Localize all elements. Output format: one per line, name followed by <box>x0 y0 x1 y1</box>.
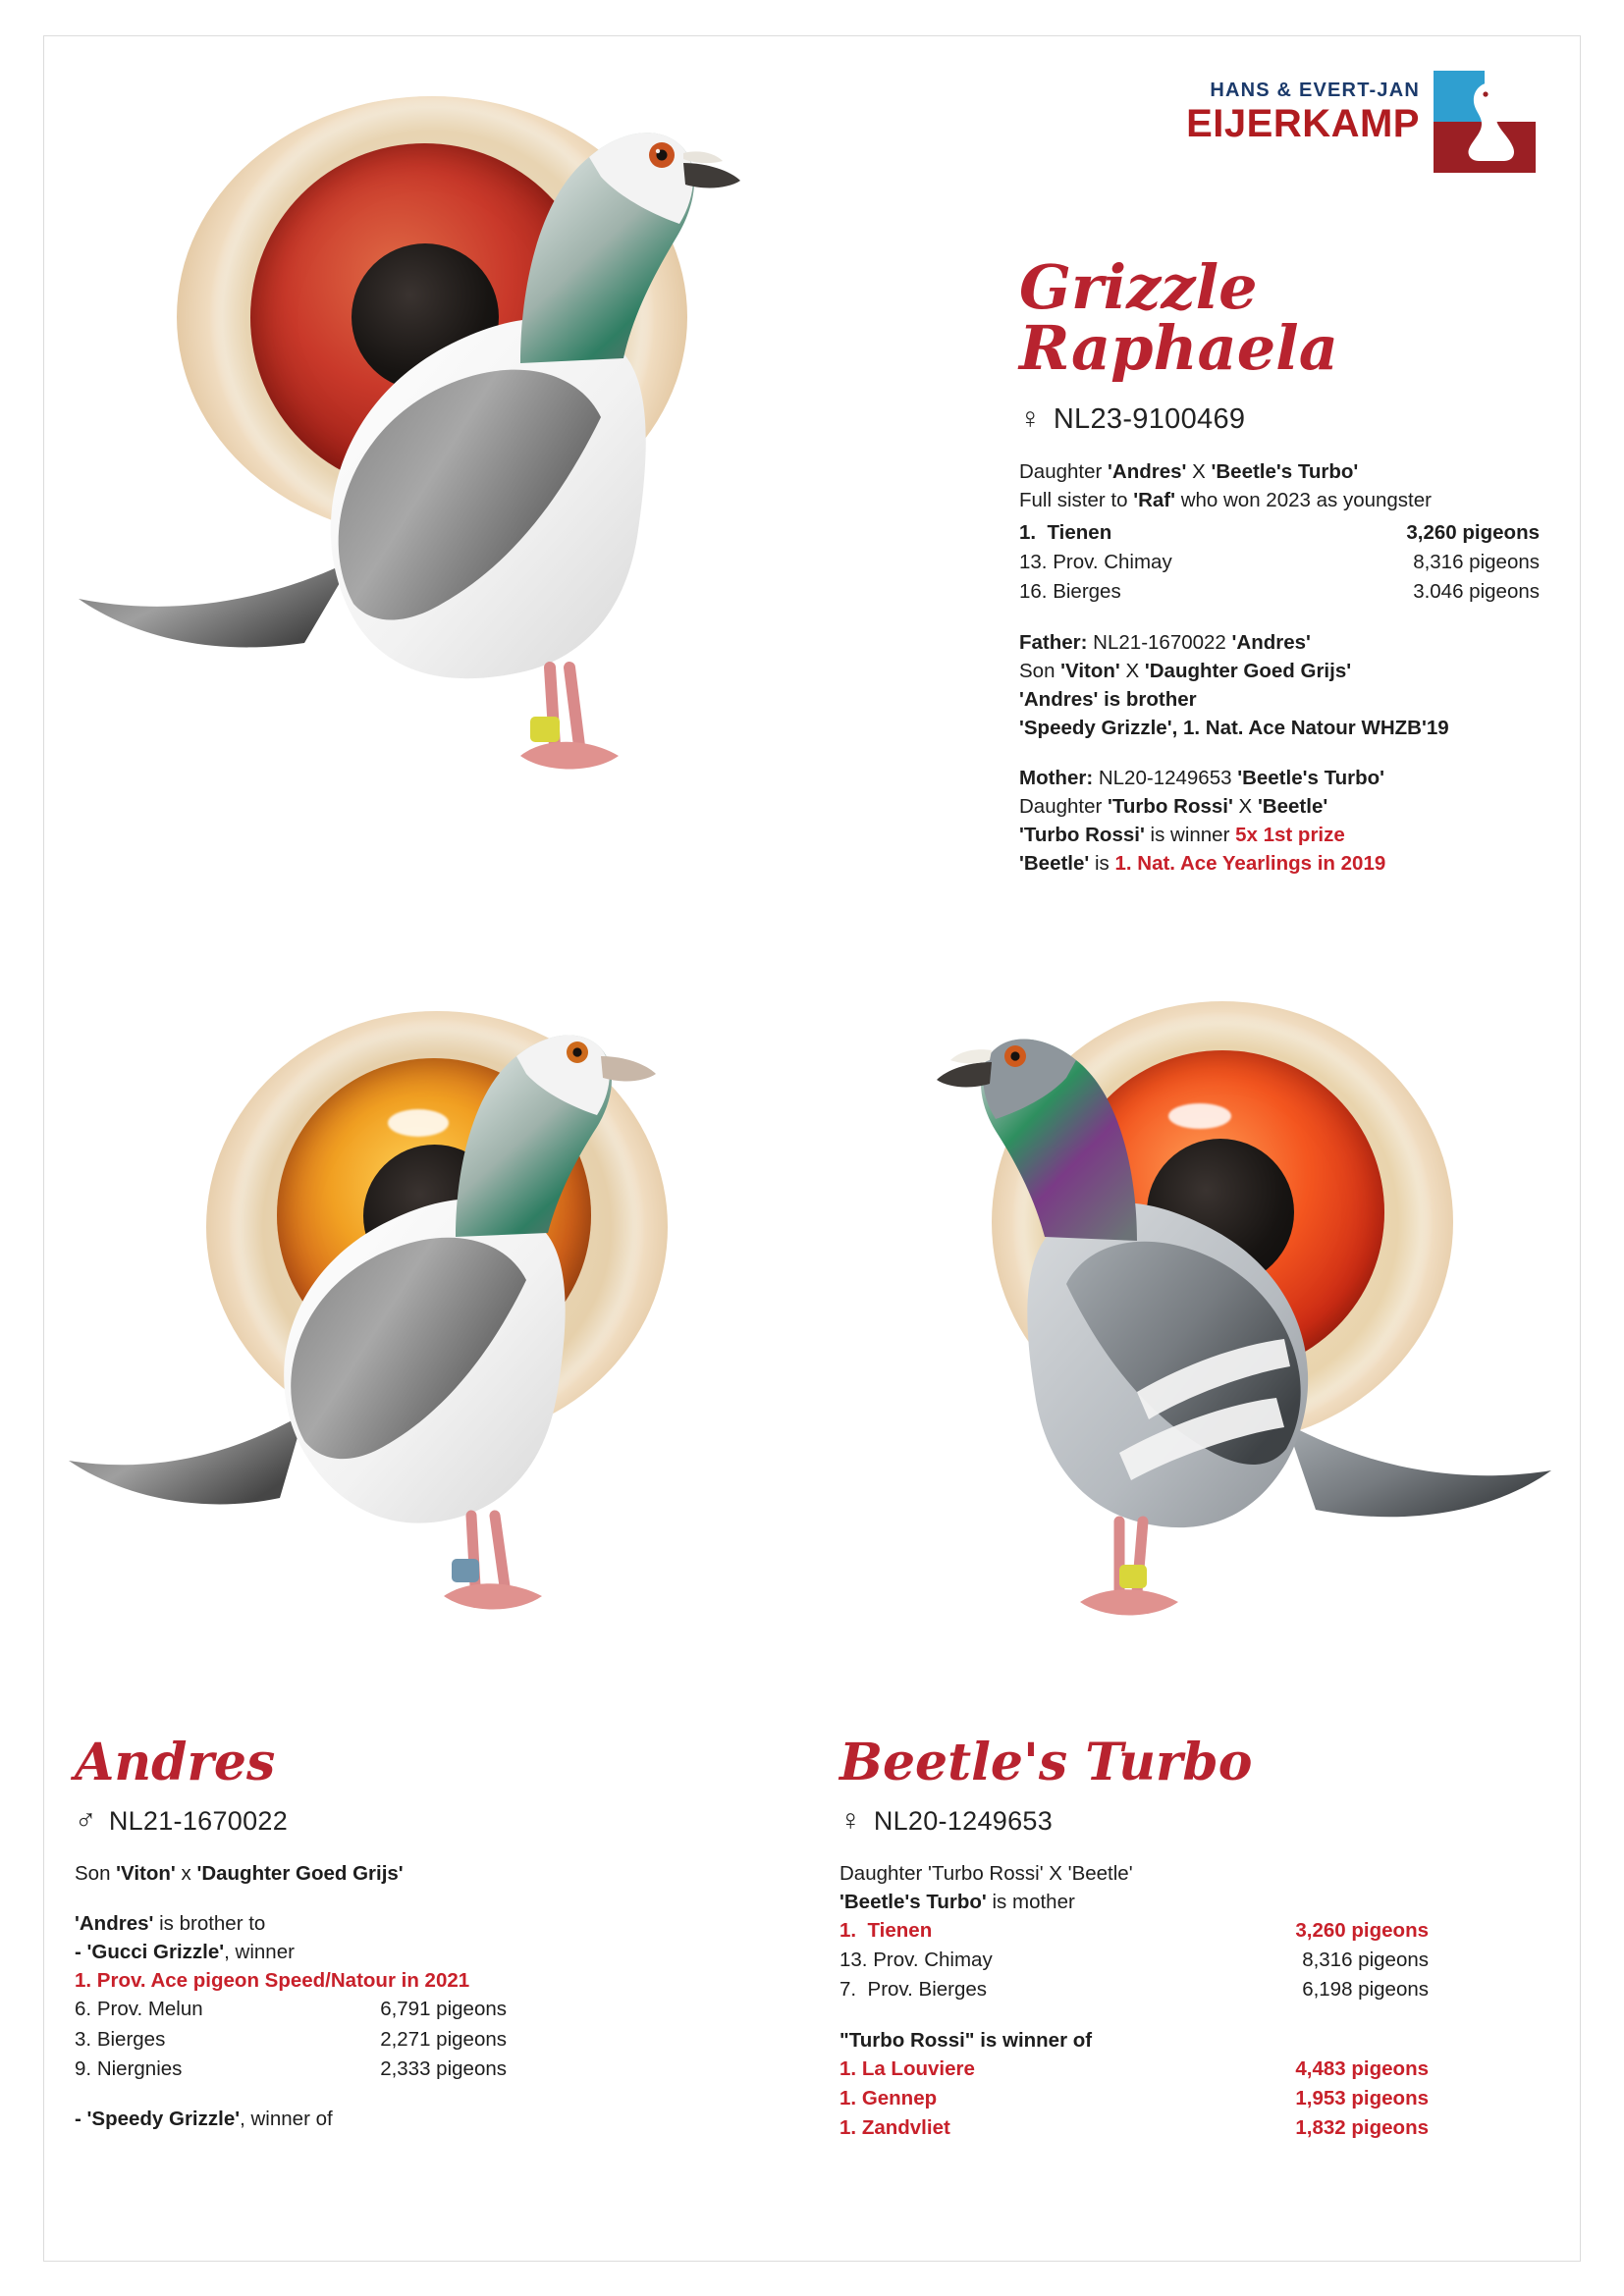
sister-name: 'Raf' <box>1133 489 1175 512</box>
result-race: Prov. Chimay <box>1053 551 1172 574</box>
result-place: 13. <box>1019 551 1048 574</box>
result-pigeons: 6,198 pigeons <box>1302 1978 1429 2002</box>
result-race: Bierges <box>1053 580 1121 604</box>
male-symbol: ♂ <box>75 1804 97 1837</box>
mother-panel-is-mother-line <box>839 1888 1468 1916</box>
father-panel <box>75 1733 624 2133</box>
father-panel-gucci-line <box>75 1938 624 1966</box>
result-pigeons: 2,271 pigeons <box>380 2027 507 2051</box>
table-row <box>839 1946 1429 1974</box>
result-place: 7. <box>839 1978 857 2002</box>
result-pigeons: 3.046 pigeons <box>1413 580 1540 604</box>
descent-mother-name: 'Beetle's Turbo' <box>1211 460 1359 483</box>
mother-line2 <box>1019 792 1520 821</box>
mother-dam-name: 'Beetle' <box>1257 795 1328 819</box>
result-place: 9. <box>75 2056 92 2080</box>
father-panel-brother-block <box>75 1909 624 1995</box>
result-race: Niergnies <box>96 2056 183 2080</box>
main-descent-line1 <box>1019 457 1520 486</box>
turbo-rossi-text: is winner <box>1144 824 1236 847</box>
table-row <box>839 2084 1429 2112</box>
result-place-race <box>839 1946 993 1974</box>
result-pigeons: 1,953 pigeons <box>1295 2086 1429 2109</box>
father-panel-brother-text: is brother to <box>153 1912 266 1936</box>
turbo-rossi-name: 'Turbo Rossi' <box>1019 824 1145 847</box>
result-pigeons: 8,316 pigeons <box>1413 551 1540 574</box>
speedy-grizzle-name: - 'Speedy Grizzle' <box>75 2107 241 2130</box>
father-panel-sire: 'Viton' <box>116 1862 176 1885</box>
table-row <box>839 2055 1429 2083</box>
mother-sire-name: 'Turbo Rossi' <box>1108 795 1233 819</box>
result-pigeons: 1,832 pigeons <box>1295 2115 1429 2139</box>
table-row <box>1019 518 1540 547</box>
father-panel-name-ref: 'Andres' <box>75 1912 154 1936</box>
father-panel-brother-line <box>75 1909 624 1938</box>
table-row <box>839 2113 1429 2142</box>
father-ring: NL21-1670022 <box>1087 630 1232 654</box>
result-place: 6. <box>75 1998 92 2021</box>
mother-descent-prefix: Daughter <box>1019 795 1109 819</box>
descent-father-name: 'Andres' <box>1108 460 1187 483</box>
beetle-text: is <box>1089 852 1115 876</box>
result-pigeons: 2,333 pigeons <box>380 2056 507 2080</box>
mother-line1 <box>1019 764 1520 792</box>
table-row <box>75 1995 507 2023</box>
result-race: Zandvliet <box>861 2115 950 2139</box>
result-place: 1. <box>839 2115 857 2139</box>
page-title <box>1019 251 1520 384</box>
mother-panel-descent-line: Daughter 'Turbo Rossi' X 'Beetle' <box>839 1862 1133 1885</box>
female-symbol: ♀ <box>1019 402 1042 435</box>
result-race: La Louviere <box>861 2056 975 2080</box>
father-panel-descent-x: x <box>175 1862 197 1885</box>
mother-line4 <box>1019 849 1520 878</box>
beetles-turbo-pigeon-photo <box>825 991 1571 1767</box>
result-place-race <box>1019 548 1172 576</box>
result-place: 16. <box>1019 580 1048 604</box>
father-descent-x: X <box>1119 659 1145 682</box>
main-descent <box>1019 457 1520 514</box>
father-name: 'Andres' <box>1231 630 1311 654</box>
mother-panel-results-list <box>839 1916 1429 2003</box>
father-label: Father: <box>1019 630 1088 654</box>
father-sire-name: 'Viton' <box>1060 659 1120 682</box>
result-place: 1. <box>839 1919 857 1943</box>
beetle-prize: 1. Nat. Ace Yearlings in 2019 <box>1114 852 1386 876</box>
result-pigeons: 4,483 pigeons <box>1295 2056 1429 2080</box>
result-race: Bierges <box>96 2027 166 2051</box>
sister-prefix: Full sister to <box>1019 489 1134 512</box>
mother-ring: NL20-1249653 <box>1093 766 1238 789</box>
table-row <box>75 2025 507 2054</box>
sister-suffix: who won 2023 as youngster <box>1175 489 1432 512</box>
father-info-block <box>1019 628 1520 742</box>
pigeon-silhouette-icon <box>1459 79 1520 165</box>
andres-pigeon-photo <box>59 991 766 1757</box>
result-place-race <box>839 2084 937 2112</box>
turbo-rossi-results-list <box>839 2055 1429 2142</box>
table-row <box>839 1916 1429 1945</box>
female-symbol: ♀ <box>839 1804 862 1837</box>
father-panel-results-list <box>75 1995 507 2082</box>
result-place-race <box>839 1975 987 2003</box>
speedy-grizzle-text: , winner of <box>240 2107 333 2130</box>
result-pigeons: 3,260 pigeons <box>1406 521 1540 545</box>
result-place-race <box>75 1995 203 2023</box>
father-panel-ring-number: NL21-1670022 <box>108 1805 289 1836</box>
father-dam-name: 'Daughter Goed Grijs' <box>1144 659 1352 682</box>
gucci-grizzle-name: - 'Gucci Grizzle' <box>75 1941 225 1964</box>
result-place-race <box>839 1916 932 1945</box>
table-row <box>839 1975 1429 2003</box>
mother-label: Mother: <box>1019 766 1094 789</box>
mother-panel-ring-line <box>839 1804 1468 1838</box>
mother-panel-is-mother-text: is mother <box>986 1891 1075 1914</box>
father-panel-title: Andres <box>75 1733 276 1792</box>
turbo-rossi-prize: 5x 1st prize <box>1235 824 1345 847</box>
result-place: 1. <box>839 2056 857 2080</box>
result-race: Prov. Chimay <box>873 1949 993 1972</box>
mother-panel-descent <box>839 1859 1468 1916</box>
mother-panel-name-ref: 'Beetle's Turbo' <box>839 1891 987 1914</box>
result-place-race <box>75 2025 165 2054</box>
main-ring-number: NL23-9100469 <box>1053 402 1246 435</box>
father-panel-ace-title: 1. Prov. Ace pigeon Speed/Natour in 2021 <box>75 1969 470 1993</box>
result-place: 1. <box>1019 521 1037 545</box>
father-line1 <box>1019 628 1520 657</box>
descent-x: X <box>1186 460 1212 483</box>
descent-prefix: Daughter <box>1019 460 1109 483</box>
result-race: Prov. Melun <box>96 1998 203 2021</box>
father-panel-speedy-line <box>75 2105 624 2133</box>
father-line2 <box>1019 657 1520 685</box>
main-ring-line <box>1019 402 1520 436</box>
mother-info-block <box>1019 764 1520 878</box>
result-race: Tienen <box>867 1919 933 1943</box>
gucci-grizzle-text: , winner <box>224 1941 295 1964</box>
result-place-race <box>839 2055 975 2083</box>
father-descent-prefix: Son <box>1019 659 1061 682</box>
result-pigeons: 8,316 pigeons <box>1302 1949 1429 1972</box>
brand-logo-line1: HANS & EVERT-JAN <box>1210 80 1420 101</box>
brand-logo-text <box>1186 80 1420 143</box>
main-pigeon-info-panel <box>1019 251 1540 878</box>
mother-panel-title: Beetle's Turbo <box>839 1733 1253 1792</box>
result-place: 13. <box>839 1949 868 1972</box>
result-race: Tienen <box>1047 521 1112 545</box>
father-panel-ring-line <box>75 1804 624 1838</box>
father-panel-descent <box>75 1859 624 1888</box>
table-row <box>75 2055 507 2083</box>
main-descent-line2 <box>1019 486 1520 514</box>
result-race: Gennep <box>861 2086 938 2109</box>
result-pigeons: 6,791 pigeons <box>380 1998 507 2021</box>
father-panel-descent-prefix: Son <box>75 1862 117 1885</box>
beetle-name: 'Beetle' <box>1019 852 1090 876</box>
result-race: Prov. Bierges <box>867 1978 988 2002</box>
mother-line3 <box>1019 821 1520 849</box>
father-line3: 'Andres' is brother <box>1019 687 1197 711</box>
mother-panel <box>839 1733 1468 2143</box>
result-pigeons: 3,260 pigeons <box>1295 1919 1429 1943</box>
main-name-line1: Grizzle <box>1019 251 1258 323</box>
father-line4: 'Speedy Grizzle', 1. Nat. Ace Natour WHZB'19 <box>1019 716 1449 739</box>
result-place-race <box>75 2055 182 2083</box>
mother-descent-x: X <box>1232 795 1258 819</box>
result-place-race <box>839 2113 950 2142</box>
brand-logo <box>1163 71 1536 174</box>
main-results-list <box>1019 518 1540 606</box>
mother-name: 'Beetle's Turbo' <box>1237 766 1384 789</box>
result-place-race <box>1019 518 1111 547</box>
main-name-line2: Raphaela <box>1019 312 1338 384</box>
turbo-rossi-title: "Turbo Rossi" is winner of <box>839 2028 1093 2052</box>
mother-panel-ring-number: NL20-1249653 <box>873 1805 1054 1836</box>
pigeon-logo-icon <box>1434 71 1536 173</box>
grizzle-raphaela-pigeon-photo <box>59 69 903 972</box>
result-place: 1. <box>839 2086 857 2109</box>
table-row <box>1019 548 1540 576</box>
table-row <box>1019 577 1540 606</box>
father-panel-dam: 'Daughter Goed Grijs' <box>196 1862 404 1885</box>
brand-logo-line2: EIJERKAMP <box>1186 102 1420 145</box>
result-place: 3. <box>75 2027 92 2051</box>
result-place-race <box>1019 577 1121 606</box>
